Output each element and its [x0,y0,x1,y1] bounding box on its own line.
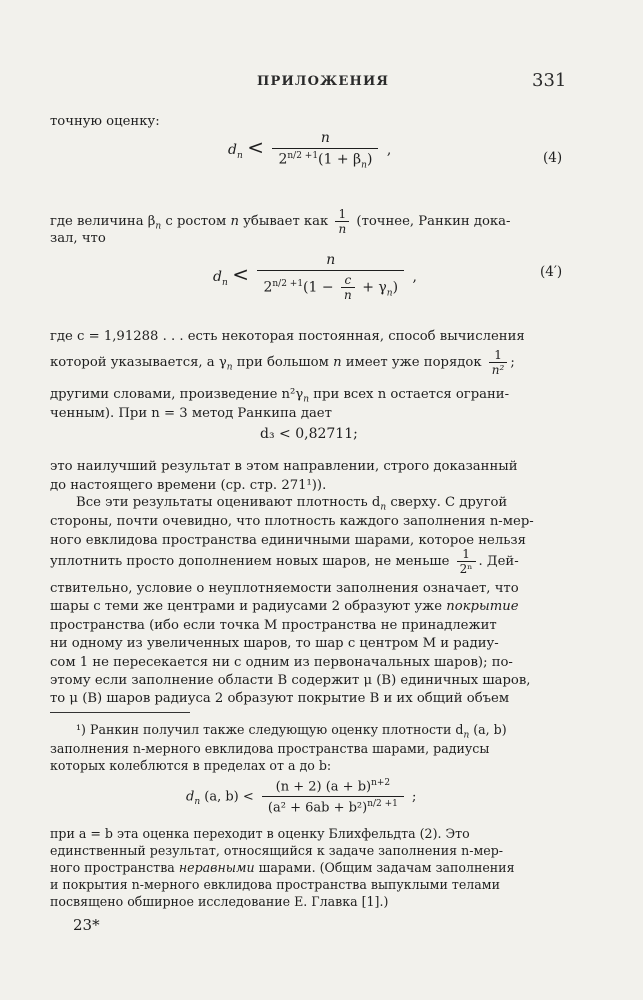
equation-number-4: (4) [543,150,563,166]
footnote-line: которых колеблются в пределах от a до b: [50,758,332,773]
text-line: ного евклидова пространства единичными шарами, которое нельзя [50,533,526,548]
text-line: сом 1 не пересекается ни с одним из первоначальных шаров); по- [50,655,513,670]
footnote-line: единственный результат, относящийся к задаче заполнения n-мер- [50,843,504,858]
footnote-line: заполнения n-мерного евклидова пространства шарами, радиусы [50,741,490,756]
text-line: ствительно, условие о неуплотняемости заполнения означает, что [50,581,519,596]
footnote-line: ного пространства неравными шарами. (Общим задачам заполнения [50,860,515,875]
text-line: где величина $\beta_n$ с ростом n убывает как $\frac{1}{n}$ (точнее, Ранкин дока- [50,207,511,236]
text-line: до настоящего времени (ср. стр. 271¹)). [50,478,327,493]
equation-4-prime: $d_n$ < n $2^{n/2 +1}(1$ − $\frac{c}{n}$ + $\gamma_n$) , [213,252,417,302]
text-line: которой указывается, а $\gamma_n$ при большом n имеет уже порядок $\frac{1}{\text{n²}}$ ; [50,348,515,377]
text-line: ченным). При n = 3 метод Ранкипа дает [50,406,332,421]
page-number: 331 [532,70,567,91]
text-line: этому если заполнение области B содержит μ (B) единичных шаров, [50,673,531,688]
text-line: пространства (ибо если точка M пространства не принадлежит [50,618,497,633]
text-line: ни одному из увеличенных шаров, то шар с центром M и радиу- [50,636,499,651]
footnote-line: посвящено обширное исследование Е. Главка [1].) [50,894,389,909]
footnote-line: и покрытия n-мерного евклидова пространства выпуклыми телами [50,877,500,892]
footnote-rule [50,712,190,713]
footnote-equation: $d_n$ (a, b) < $\frac{(n + 2) (a + b)^{n+2}}{(a^2 + 6ab + b^2)^{n/2 +1}}$ ; [186,778,417,816]
text-line: то μ (B) шаров радиуса 2 образуют покрытие B и их общий объем [50,691,510,706]
equation-d3: d₃ < 0,82711; [260,426,358,442]
equation-number-4-prime: (4′) [540,264,563,280]
text-line: шары с теми же центрами и радиусами 2 образуют уже покрытие [50,599,519,614]
text-line: стороны, почти очевидно, что плотность каждого заполнения n-мер- [50,514,534,529]
text-line: другими словами, произведение $n^2\gamma_n$ при всех n остается ограни- [50,387,510,405]
footnote-line: ¹) Ранкин получил также следующую оценку плотности $d_n$ (a, b) [76,722,507,741]
signature-mark: 23* [73,916,100,934]
footnote-line: при a = b эта оценка переходит в оценку Блихфельдта (2). Это [50,826,470,841]
text-line: точную оценку: [50,114,160,129]
text-line: это наилучший результат в этом направлении, строго доказанный [50,459,518,474]
text-line: уплотнить просто дополнением новых шаров, не меньше $\frac{1}{\text{2ⁿ}}$ . Дей- [50,547,519,576]
text-line: зал, что [50,231,106,246]
text-line: Все эти результаты оценивают плотность $d_n$ сверху. С другой [76,495,508,513]
text-line: где c = 1,91288 . . . есть некоторая постоянная, способ вычисления [50,329,525,344]
running-header: ПРИЛОЖЕНИЯ [257,74,390,89]
equation-4: $d_n$ < $\frac{n}{2^{n/2 +1}(1 + \beta_n)}$ , [228,130,392,171]
